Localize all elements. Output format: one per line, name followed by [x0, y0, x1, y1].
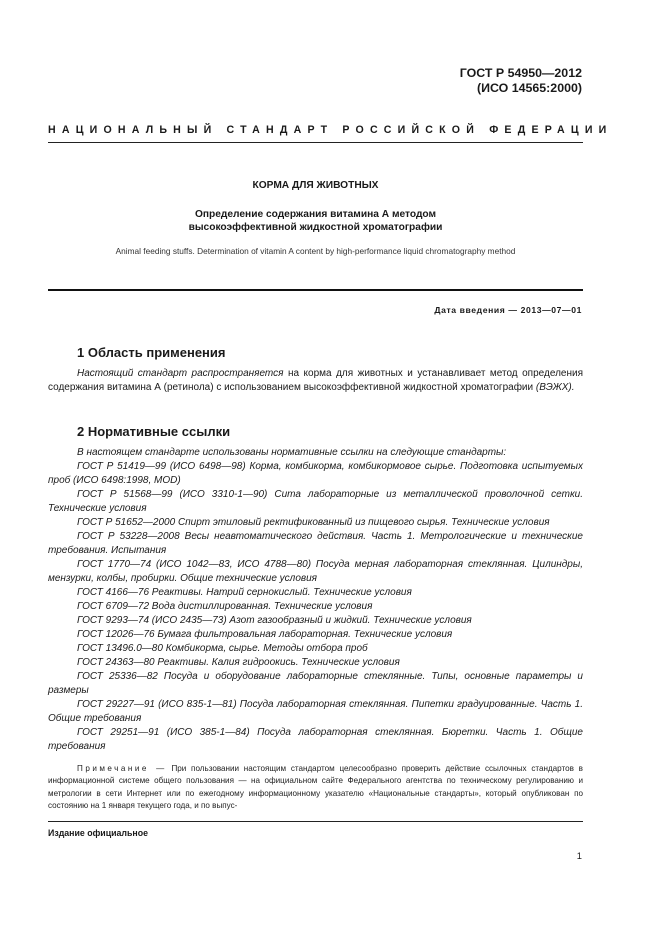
standard-code-line1: ГОСТ Р 54950—2012 — [459, 66, 582, 80]
note-label: Примечание — — [77, 764, 167, 773]
reference-item: ГОСТ 13496.0—80 Комбикорма, сырье. Методы отбора проб — [77, 643, 368, 654]
section2-intro: В настоящем стандарте использованы нормативные ссылки на следующие стандарты: — [77, 447, 507, 458]
introduction-date: Дата введения — 2013—07—01 — [434, 305, 582, 315]
reference-item: ГОСТ 9293—74 (ИСО 2435—73) Азот газообразный и жидкий. Технические условия — [77, 615, 472, 626]
section1-text: на корма для животных и устанавливает метод определения содержания витамина А (ретинола) с использованием высокоэффективной жидкостной хроматографии — [48, 368, 583, 393]
note-text: При пользовании настоящим стандартом целесообразно проверить действие ссылочных стандартов в информационной системе общего пользования — на официальном сайте Федерального агентства по техническому регулированию и метрологии в сети Интернет или по ежегодному информационному указателю «Национальные стандарты», который опубликован по состоянию на 1 января текущего года, и по выпус- — [48, 764, 583, 810]
subtitle-line2: высокоэффективной жидкостной хроматографии — [188, 222, 443, 233]
reference-item: ГОСТ Р 51568—99 (ИСО 3310-1—90) Сита лабораторные из металлической проволочной сетки. Технические условия — [48, 489, 583, 514]
title-divider — [48, 289, 583, 291]
header-divider — [48, 142, 583, 143]
english-title: Animal feeding stuffs. Determination of vitamin A content by high-performance liquid chromatography method — [115, 246, 516, 256]
reference-item: ГОСТ Р 51419—99 (ИСО 6498—98) Корма, комбикорма, комбикормовое сырье. Подготовка испытуемых проб (ИСО 6498:1998, MOD) — [48, 461, 583, 486]
footer-divider — [48, 821, 583, 822]
section1-text-end: (ВЭЖХ). — [535, 382, 575, 393]
subtitle-line1: Определение содержания витамина А методом — [194, 209, 437, 220]
document-title: КОРМА ДЛЯ ЖИВОТНЫХ — [252, 180, 379, 191]
reference-item: ГОСТ 29251—91 (ИСО 385-1—84) Посуда лабораторная стеклянная. Бюретки. Часть 1. Общие требования — [48, 727, 583, 752]
reference-item: ГОСТ 4166—76 Реактивы. Натрий сернокислый. Технические условия — [77, 587, 412, 598]
reference-item: ГОСТ 25336—82 Посуда и оборудование лабораторные стеклянные. Типы, основные параметры и размеры — [48, 671, 583, 696]
note-paragraph — [48, 763, 583, 812]
reference-item: ГОСТ 12026—76 Бумага фильтровальная лабораторная. Технические условия — [77, 629, 453, 640]
official-edition-label: Издание официальное — [48, 828, 148, 838]
section1-body — [48, 367, 583, 395]
section2-body — [48, 446, 583, 754]
reference-item: ГОСТ 24363—80 Реактивы. Калия гидроокись. Технические условия — [77, 657, 400, 668]
reference-item: ГОСТ Р 51652—2000 Спирт этиловый ректификованный из пищевого сырья. Технические условия — [77, 517, 550, 528]
standard-code-line2: (ИСО 14565:2000) — [476, 81, 582, 95]
national-standard-banner: НАЦИОНАЛЬНЫЙ СТАНДАРТ РОССИЙСКОЙ ФЕДЕРАЦИИ — [48, 124, 613, 136]
standard-code — [460, 66, 582, 96]
section1-italic-start: Настоящий стандарт распространяется — [77, 368, 284, 379]
section1-heading: 1 Область применения — [77, 345, 226, 360]
document-subtitle — [48, 208, 583, 234]
reference-item: ГОСТ 29227—91 (ИСО 835-1—81) Посуда лабораторная стеклянная. Пипетки градуированные. Часть 1. Общие требования — [48, 699, 583, 724]
section2-heading: 2 Нормативные ссылки — [77, 424, 231, 439]
reference-item: ГОСТ 1770—74 (ИСО 1042—83, ИСО 4788—80) Посуда мерная лабораторная стеклянная. Цилиндры, мензурки, колбы, пробирки. Общие технические условия — [48, 559, 583, 584]
reference-item: ГОСТ 6709—72 Вода дистиллированная. Технические условия — [77, 601, 373, 612]
reference-item: ГОСТ Р 53228—2008 Весы неавтоматического действия. Часть 1. Метрологические и технические требования. Испытания — [48, 531, 583, 556]
page-number: 1 — [576, 850, 582, 861]
